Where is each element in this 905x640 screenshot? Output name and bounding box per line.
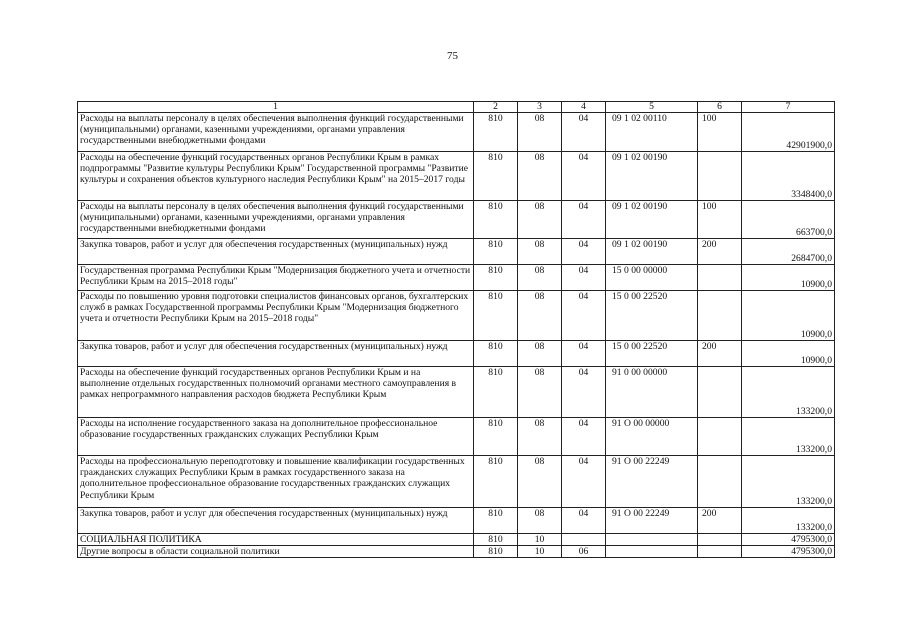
cell-expense-type: 100 — [698, 113, 742, 152]
cell-expense-type — [698, 534, 742, 546]
cell-grbs: 810 — [474, 113, 518, 152]
row-description: Закупка товаров, работ и услуг для обеспечения государственных (муниципальных) нужд — [78, 239, 474, 265]
cell-section: 08 — [518, 239, 562, 265]
cell-amount: 10900,0 — [742, 265, 835, 291]
cell-subsection: 04 — [562, 418, 606, 456]
row-description: Закупка товаров, работ и услуг для обеспечения государственных (муниципальных) нужд — [78, 341, 474, 367]
column-header: 5 — [606, 102, 698, 113]
row-description: Расходы на выплаты персоналу в целях обеспечения выполнения функций государственными (муниципальными) органами, казенными учреждениями, органами управления государственными внебюджетными фондами — [78, 201, 474, 239]
column-header: 3 — [518, 102, 562, 113]
cell-target-article: 09 1 02 00110 — [606, 113, 698, 152]
cell-amount: 133200,0 — [742, 456, 835, 508]
cell-subsection: 04 — [562, 265, 606, 291]
cell-grbs: 810 — [474, 534, 518, 546]
column-header: 7 — [742, 102, 835, 113]
table-row — [78, 201, 835, 239]
row-description: Расходы на обеспечение функций государственных органов Республики Крым в рамках подпрограммы "Развитие культуры Республики Крым" Государственной программы "Развитие культуры и сохранения объектов культурного наследия Республики Крым" на 2015–2017 годы — [78, 152, 474, 201]
table-row — [78, 341, 835, 367]
table-row — [78, 367, 835, 418]
cell-section: 08 — [518, 152, 562, 201]
cell-expense-type: 200 — [698, 508, 742, 534]
cell-expense-type: 200 — [698, 239, 742, 265]
cell-amount: 2684700,0 — [742, 239, 835, 265]
table-row — [78, 456, 835, 508]
cell-section: 08 — [518, 291, 562, 341]
row-description: Расходы на выплаты персоналу в целях обеспечения выполнения функций государственными (муниципальными) органами, казенными учреждениями, органами управления государственными внебюджетными фондами — [78, 113, 474, 152]
cell-section: 10 — [518, 546, 562, 558]
cell-grbs: 810 — [474, 265, 518, 291]
table-row — [78, 508, 835, 534]
cell-section: 08 — [518, 508, 562, 534]
table-row — [78, 418, 835, 456]
cell-grbs: 810 — [474, 456, 518, 508]
cell-grbs: 810 — [474, 291, 518, 341]
cell-subsection: 04 — [562, 201, 606, 239]
cell-grbs: 810 — [474, 367, 518, 418]
cell-target-article: 91 0 00 00000 — [606, 367, 698, 418]
cell-grbs: 810 — [474, 201, 518, 239]
cell-target-article: 91 О 00 00000 — [606, 418, 698, 456]
cell-expense-type: 100 — [698, 201, 742, 239]
table-row — [78, 239, 835, 265]
cell-subsection: 04 — [562, 291, 606, 341]
cell-target-article: 15 0 00 00000 — [606, 265, 698, 291]
cell-target-article — [606, 534, 698, 546]
row-description: Закупка товаров, работ и услуг для обеспечения государственных (муниципальных) нужд — [78, 508, 474, 534]
cell-grbs: 810 — [474, 418, 518, 456]
cell-expense-type — [698, 418, 742, 456]
cell-target-article: 09 1 02 00190 — [606, 152, 698, 201]
row-description: Расходы на исполнение государственного заказа на дополнительное профессиональное образование государственных гражданских служащих Республики Крым — [78, 418, 474, 456]
cell-expense-type — [698, 367, 742, 418]
budget-table — [77, 101, 835, 558]
row-description: Расходы на профессиональную переподготовку и повышение квалификации государственных гражданских служащих Республики Крым в рамках государственного заказа на дополнительное профессиональное образование государственных гражданских служащих Республики Крым — [78, 456, 474, 508]
cell-target-article: 15 0 00 22520 — [606, 291, 698, 341]
cell-target-article: 09 1 02 00190 — [606, 201, 698, 239]
cell-grbs: 810 — [474, 152, 518, 201]
table-row — [78, 152, 835, 201]
cell-expense-type — [698, 456, 742, 508]
table-row — [78, 265, 835, 291]
column-header: 1 — [78, 102, 474, 113]
cell-amount: 133200,0 — [742, 418, 835, 456]
cell-subsection: 04 — [562, 152, 606, 201]
cell-section: 08 — [518, 418, 562, 456]
cell-subsection: 04 — [562, 113, 606, 152]
cell-grbs: 810 — [474, 508, 518, 534]
table-row — [78, 546, 835, 558]
table-row — [78, 291, 835, 341]
row-description: Расходы по повышению уровня подготовки специалистов финансовых органов, бухгалтерских служб в рамках Государственной программы Республики Крым "Модернизация бюджетного учета и отчетности Республики Крым на 2015–2018 годы" — [78, 291, 474, 341]
cell-expense-type — [698, 152, 742, 201]
cell-section: 08 — [518, 113, 562, 152]
column-header: 6 — [698, 102, 742, 113]
cell-section: 08 — [518, 341, 562, 367]
cell-amount: 663700,0 — [742, 201, 835, 239]
cell-amount: 133200,0 — [742, 508, 835, 534]
cell-amount: 10900,0 — [742, 291, 835, 341]
cell-grbs: 810 — [474, 239, 518, 265]
cell-expense-type — [698, 546, 742, 558]
cell-target-article — [606, 546, 698, 558]
cell-section: 10 — [518, 534, 562, 546]
cell-amount: 3348400,0 — [742, 152, 835, 201]
cell-subsection: 04 — [562, 508, 606, 534]
cell-amount: 10900,0 — [742, 341, 835, 367]
cell-grbs: 810 — [474, 546, 518, 558]
cell-target-article: 09 1 02 00190 — [606, 239, 698, 265]
cell-target-article: 15 0 00 22520 — [606, 341, 698, 367]
cell-amount: 133200,0 — [742, 367, 835, 418]
cell-expense-type — [698, 265, 742, 291]
cell-section: 08 — [518, 201, 562, 239]
cell-target-article: 91 О 00 22249 — [606, 508, 698, 534]
cell-subsection: 04 — [562, 456, 606, 508]
cell-amount: 4795300,0 — [742, 546, 835, 558]
table-row — [78, 113, 835, 152]
cell-subsection: 06 — [562, 546, 606, 558]
table-row — [78, 534, 835, 546]
row-description: Государственная программа Республики Крым "Модернизация бюджетного учета и отчетности Республики Крым на 2015–2018 годы" — [78, 265, 474, 291]
cell-amount: 42901900,0 — [742, 113, 835, 152]
cell-section: 08 — [518, 367, 562, 418]
cell-expense-type — [698, 291, 742, 341]
column-header: 4 — [562, 102, 606, 113]
table-header-row — [78, 102, 835, 113]
row-description: СОЦИАЛЬНАЯ ПОЛИТИКА — [78, 534, 474, 546]
cell-amount: 4795300,0 — [742, 534, 835, 546]
page-number: 75 — [447, 50, 458, 62]
cell-subsection — [562, 534, 606, 546]
cell-subsection: 04 — [562, 341, 606, 367]
column-header: 2 — [474, 102, 518, 113]
cell-grbs: 810 — [474, 341, 518, 367]
cell-section: 08 — [518, 456, 562, 508]
row-description: Другие вопросы в области социальной политики — [78, 546, 474, 558]
cell-target-article: 91 О 00 22249 — [606, 456, 698, 508]
row-description: Расходы на обеспечение функций государственных органов Республики Крым и на выполнение отдельных государственных полномочий органами местного самоуправления в рамках непрограммного направления расходов бюджета Республики Крым — [78, 367, 474, 418]
cell-expense-type: 200 — [698, 341, 742, 367]
cell-subsection: 04 — [562, 239, 606, 265]
cell-section: 08 — [518, 265, 562, 291]
cell-subsection: 04 — [562, 367, 606, 418]
